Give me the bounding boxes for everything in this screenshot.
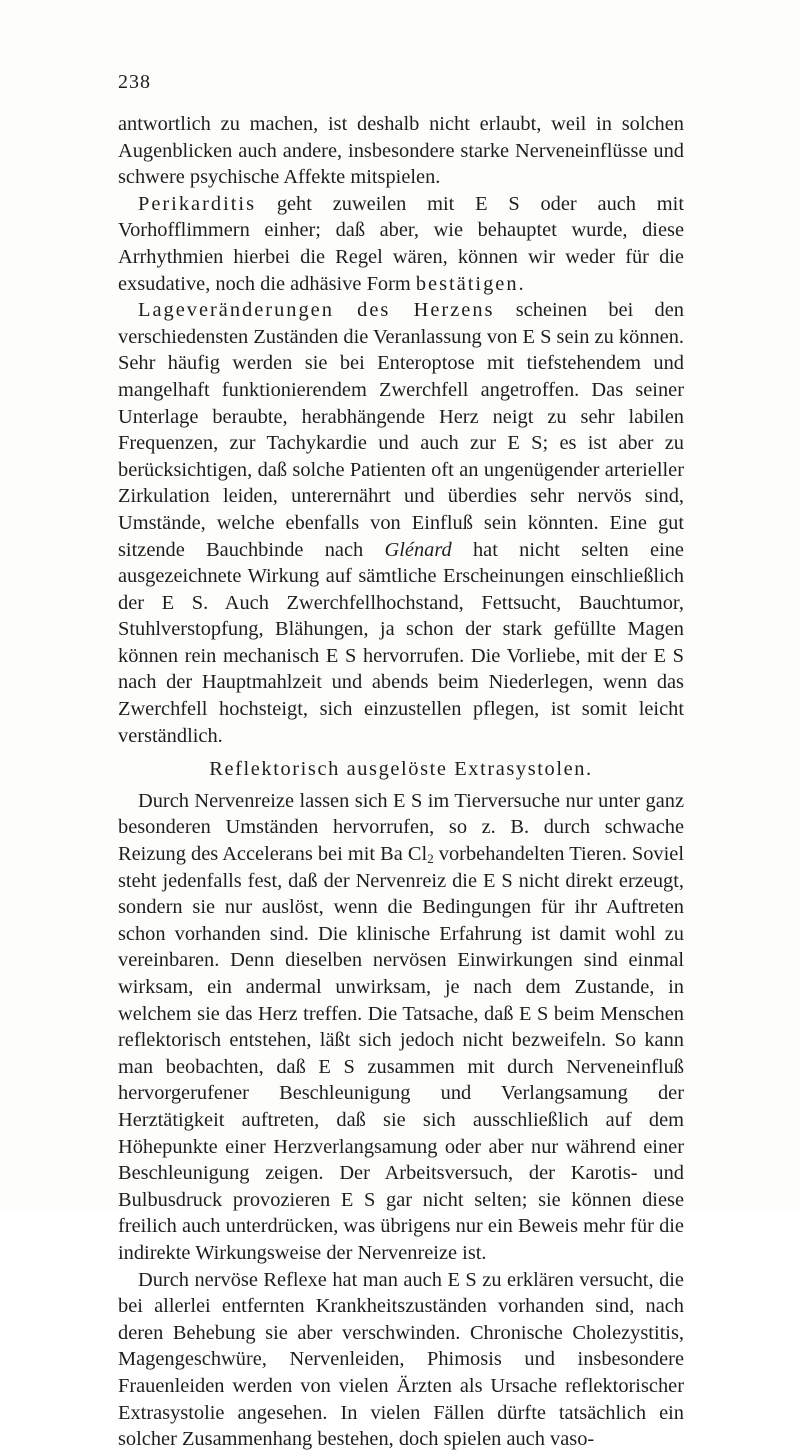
term-perikarditis: Perikarditis [138, 192, 257, 215]
paragraph-lageveraenderungen-text-b: hat nicht selten eine ausgezeichnete Wirkung auf sämtliche Erscheinungen einschließlich der E S. Auch Zwerchfellhochstand, Fettsucht, Bauchtumor, Stuhlverstopfung, Blähungen, ja schon der stark gefüllte Magen können rein mechanisch E S hervorrufen. Die Vorliebe, mit der E S nach der Hauptmahlzeit und abends beim Niederlegen, wenn das Zwerchfell hochsteigt, sich einzustellen pflegen, ist somit leicht verständlich. [118, 538, 684, 747]
paragraph-lageveraenderungen-text-a: scheinen bei den verschiedensten Zuständen die Veranlassung von E S sein zu können. Sehr häufig werden sie bei Enteroptose mit tiefstehendem und mangelhaft funktionierendem Zwerchfell angetroffen. Das seiner Unterlage beraubte, herabhängende Herz neigt zu sehr labilen Frequenzen, zur Tachykardie und auch zur E S; es ist aber zu berücksichtigen, daß solche Patienten oft an ungenügender arterieller Zirkulation leiden, unterernährt und überdies sehr nervös sind, Umstände, welche ebenfalls von Einfluß sein könnten. Eine gut sitzende Bauchbinde nach [118, 299, 684, 561]
section-heading: Reflektorisch ausgelöste Extrasystolen. [209, 758, 593, 781]
paragraph-nervenreize-text-b: vorbehandelten Tieren. Soviel steht jedenfalls fest, daß der Nervenreiz die E S nicht direkt erzeugt, sondern sie nur auslöst, wenn die Bedingungen für ihr Auftreten schon vorhanden sind. Die klinische Erfahrung ist damit wohl zu vereinbaren. Denn dieselben nervösen Einwirkungen sind einmal wirksam, ein andermal unwirksam, je nach dem Zustande, in welchem sie das Herz treffen. Die Tatsache, daß E S beim Menschen reflektorisch entstehen, läßt sich jedoch nicht bezweifeln. So kann man beobachten, daß E S zusammen mit durch Nerveneinfluß hervorgerufener Beschleunigung und Verlangsamung der Herztätigkeit auftreten, daß sie sich ausschließlich auf dem Höhepunkte einer Herzverlangsamung oder aber nur während einer Beschleunigung zeigen. Der Arbeitsversuch, der Karotis- und Bulbusdruck provozieren E S gar nicht selten; sie können diese freilich auch unterdrücken, was übrigens nur ein Beweis mehr für die indirekte Wirkungsweise der Nervenreize ist. [118, 843, 684, 1264]
paragraph-perikarditis [118, 191, 684, 297]
subscript-2: 2 [427, 851, 434, 867]
paragraph-nervenreize [118, 788, 684, 1267]
paragraph-lageveraenderungen [118, 297, 684, 749]
page-number: 238 [118, 71, 151, 93]
paragraph-perikarditis-end: bestätigen. [415, 272, 526, 295]
paragraph-nervenreize-text-a: Durch Nervenreize lassen sich E S im Tierversuche nur unter ganz besonderen Umständen hervorrufen, so z. B. durch schwache Reizung des Accelerans bei mit Ba Cl [118, 789, 684, 866]
paragraph-perikarditis-text: geht zuweilen mit E S oder auch mit Vorhofflimmern einher; daß aber, wie behauptet wurde, diese Arrhythmien hierbei die Regel wären, können wir weder für die exsudative, noch die adhäsive Form [118, 192, 684, 295]
paragraph-reflexe: Durch nervöse Reflexe hat man auch E S zu erklären versucht, die bei allerlei entfernten Krankheitszuständen vorhanden sind, nach deren Behebung sie aber verschwinden. Chronische Cholezystitis, Magengeschwüre, Nervenleiden, Phimosis und insbesondere Frauenleiden werden von vielen Ärzten als Ursache reflektorischer Extrasystolie angesehen. In vielen Fällen dürfte tatsächlich ein solcher Zusammenhang bestehen, doch spielen auch vaso- [118, 1268, 684, 1451]
paragraph-affekte: antwortlich zu machen, ist deshalb nicht erlaubt, weil in solchen Augenblicken auch andere, insbesondere starke Nerveneinflüsse und schwere psychische Affekte mitspielen. [118, 113, 684, 189]
term-lageveraenderungen: Lageveränderungen des Herzens [138, 299, 495, 322]
author-name-glenard: Glénard [384, 538, 452, 561]
body-text [118, 111, 684, 1453]
